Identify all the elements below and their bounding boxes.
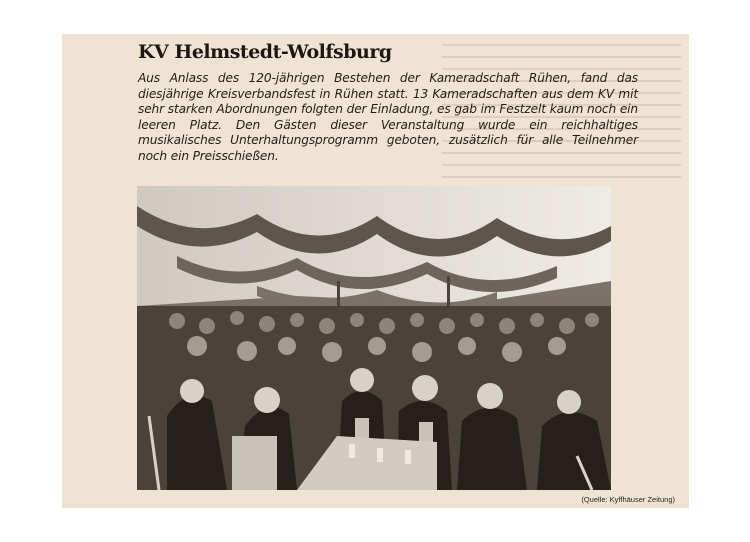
festival-tent-photo (137, 186, 611, 490)
article-headline: KV Helmstedt-Wolfsburg (138, 41, 392, 63)
newspaper-clipping (62, 34, 689, 508)
article-body: Aus Anlass des 120-jährigen Bestehen der Kameradschaft Rühen, fand das diesjährige Kreisverbandsfest in Rühen statt. 13 Kameradschaften aus dem KV mit sehr starken Abordnungen folgten der Einladung, es gab im Festzelt kaum noch ein leeren Platz. Den Gästen dieser Veranstaltung wurde ein reichhaltiges musikalisches Unterhaltungsprogramm geboten, zusätzlich für alle Teilnehmer noch ein Preisschießen. (138, 71, 638, 163)
source-credit: (Quelle: Kyffhäuser Zeitung) (581, 495, 675, 504)
